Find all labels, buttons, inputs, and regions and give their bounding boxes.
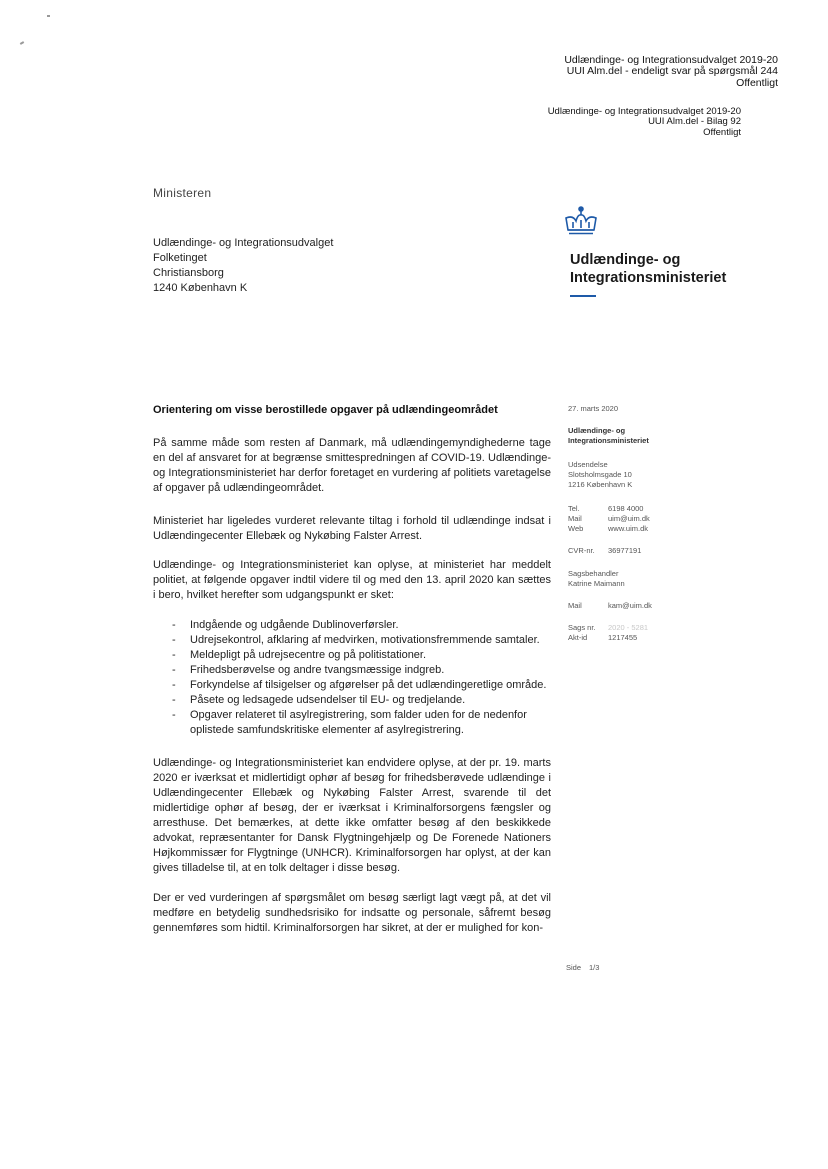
body-paragraph-1: På samme måde som resten af Danmark, må udlændingemyndighederne tage en del af ansvaret for at begrænse smittespredningen af COVID-19. Udlændinge- og Integrationsministeriet har derfor foretaget en vurdering af politiets varetagelse af opgaver på udlændingeområdet. — [153, 437, 551, 494]
sidebar-org — [568, 426, 649, 446]
sidebar-contact — [568, 504, 650, 534]
recipient-line2: Folketinget — [153, 252, 207, 264]
web-label: Web — [568, 524, 584, 533]
cvr-label: CVR-nr. — [568, 546, 595, 555]
ministry-accent-rule — [570, 295, 596, 297]
sender-title: Ministeren — [153, 186, 212, 200]
scan-speck — [20, 41, 24, 45]
doc-id-value: 1217455 — [608, 633, 638, 642]
letter-subject: Orientering om visse berostillede opgaver på udlændingeområdet — [153, 404, 498, 416]
sidebar-city: 1216 København K — [568, 480, 633, 489]
stamp-secondary-line2: UUI Alm.del - Bilag 92 — [648, 116, 741, 128]
body-paragraph-5: Der er ved vurderingen af spørgsmålet om besøg særligt lagt vægt på, at det vil medføre en betydelig sundhedsrisiko for indsatte og personale, såfremt besøg gennemføres som hidtil. Kriminalforsorgen har sikret, at der er mulighed for kon- — [153, 892, 551, 934]
tel-label: Tel. — [568, 504, 580, 513]
sidebar-case — [568, 623, 648, 643]
doc-id-label: Akt-id — [568, 633, 588, 642]
ministry-name — [570, 251, 726, 287]
sidebar-org-line1: Udlændinge- og — [568, 426, 626, 435]
body-paragraph-3: Udlændinge- og Integrationsministeriet kan oplyse, at ministeriet har meddelt politiet, at følgende opgaver indtil videre til og med den 13. april 2020 kan sættes i bero, hvilket herefter som udgangspunkt er sket: — [153, 559, 551, 601]
scan-speck — [47, 15, 50, 17]
letter-date: 27. marts 2020 — [568, 404, 619, 413]
handler-mail-label: Mail — [568, 601, 582, 610]
crown-icon — [564, 206, 598, 236]
page-number — [566, 963, 607, 972]
list-item: - Meldepligt på udrejsecentre og på politistationer. — [172, 648, 552, 663]
sidebar-handler — [568, 569, 625, 589]
task-list — [172, 618, 552, 738]
body-paragraph-4: Udlændinge- og Integrationsministeriet kan endvidere oplyse, at der pr. 19. marts 2020 er iværksat et midlertidigt ophør af besøg for frihedsberøvede udlændinge i Udlændingecenter Ellebæk og Nykøbing Falster Arrest, svarende til det midlertidige ophør af besøg, der er iværksat i Kriminalforsorgens fængsler og arresthuse. Det bemærkes, at dette ikke omfatter besøg af den beskikkede advokat, repræsentanter for Dansk Flygtningehjælp og De Forenede Nationers Højkommissær for Flygtninge (UNHCR). Kriminalforsorgen har oplyst, at der kan gives tilladelse til, at en tolk deltager i disse besøg. — [153, 757, 551, 874]
list-item: - Påsete og ledsagede udsendelser til EU- og tredjelande. — [172, 693, 552, 708]
tel-value: 6198 4000 — [608, 504, 644, 513]
case-label: Sags nr. — [568, 623, 596, 632]
sidebar-address — [568, 460, 632, 490]
list-item: - Udrejsekontrol, afklaring af medvirken, motivationsfremmende samtaler. — [172, 633, 552, 648]
page-label: Side — [566, 963, 582, 972]
stamp-primary-line2: UUI Alm.del - endeligt svar på spørgsmål 244 — [566, 65, 778, 78]
sidebar-street: Slotsholmsgade 10 — [568, 470, 632, 479]
recipient-line3: Christiansborg — [153, 267, 224, 279]
stamp-primary-line1: Udlændinge- og Integrationsudvalget 2019-20 — [564, 54, 778, 66]
sidebar-org-line2: Integrationsministeriet — [568, 436, 649, 445]
stamp-secondary — [548, 107, 741, 138]
handler-label: Sagsbehandler — [568, 569, 619, 578]
recipient-address — [153, 236, 333, 296]
sidebar-office-label: Udsendelse — [568, 460, 608, 469]
list-item: - Indgående og udgående Dublinoverførsler. — [172, 618, 552, 633]
list-item: - Forkyndelse af tilsigelser og afgørelser på det udlændingeretlige område. — [172, 678, 552, 693]
handler-name: Katrine Maimann — [568, 579, 625, 588]
page-value: 1/3 — [589, 963, 600, 972]
mail-label: Mail — [568, 514, 582, 523]
stamp-secondary-line1: Udlændinge- og Integrationsudvalget 2019-20 — [547, 106, 741, 117]
stamp-primary — [564, 55, 778, 89]
ministry-name-line2: Integrationsministeriet — [570, 270, 727, 286]
cvr-value: 36977191 — [608, 546, 642, 555]
case-value: 2020 - 5281 — [608, 623, 649, 632]
recipient-line1: Udlændinge- og Integrationsudvalget — [153, 237, 334, 249]
recipient-line4: 1240 København K — [153, 282, 248, 294]
stamp-primary-line3: Offentligt — [736, 76, 778, 89]
ministry-name-line1: Udlændinge- og — [570, 252, 681, 268]
sidebar-cvr — [568, 546, 641, 556]
handler-mail-value[interactable]: kam@uim.dk — [608, 601, 652, 610]
web-value[interactable]: www.uim.dk — [608, 524, 649, 533]
list-item: - Opgaver relateret til asylregistrering, som falder uden for de nedenfor oplistede samfundskritiske elementer af asylregistrering. — [172, 708, 552, 738]
sidebar-handler-mail — [568, 601, 652, 611]
stamp-secondary-line3: Offentligt — [703, 126, 741, 138]
body-paragraph-2: Ministeriet har ligeledes vurderet relevante tiltag i forhold til udlændinge indsat i Udlændingecenter Ellebæk og Nykøbing Falster Arrest. — [153, 515, 551, 542]
mail-value[interactable]: uim@uim.dk — [608, 514, 650, 523]
list-item: - Frihedsberøvelse og andre tvangsmæssige indgreb. — [172, 663, 552, 678]
